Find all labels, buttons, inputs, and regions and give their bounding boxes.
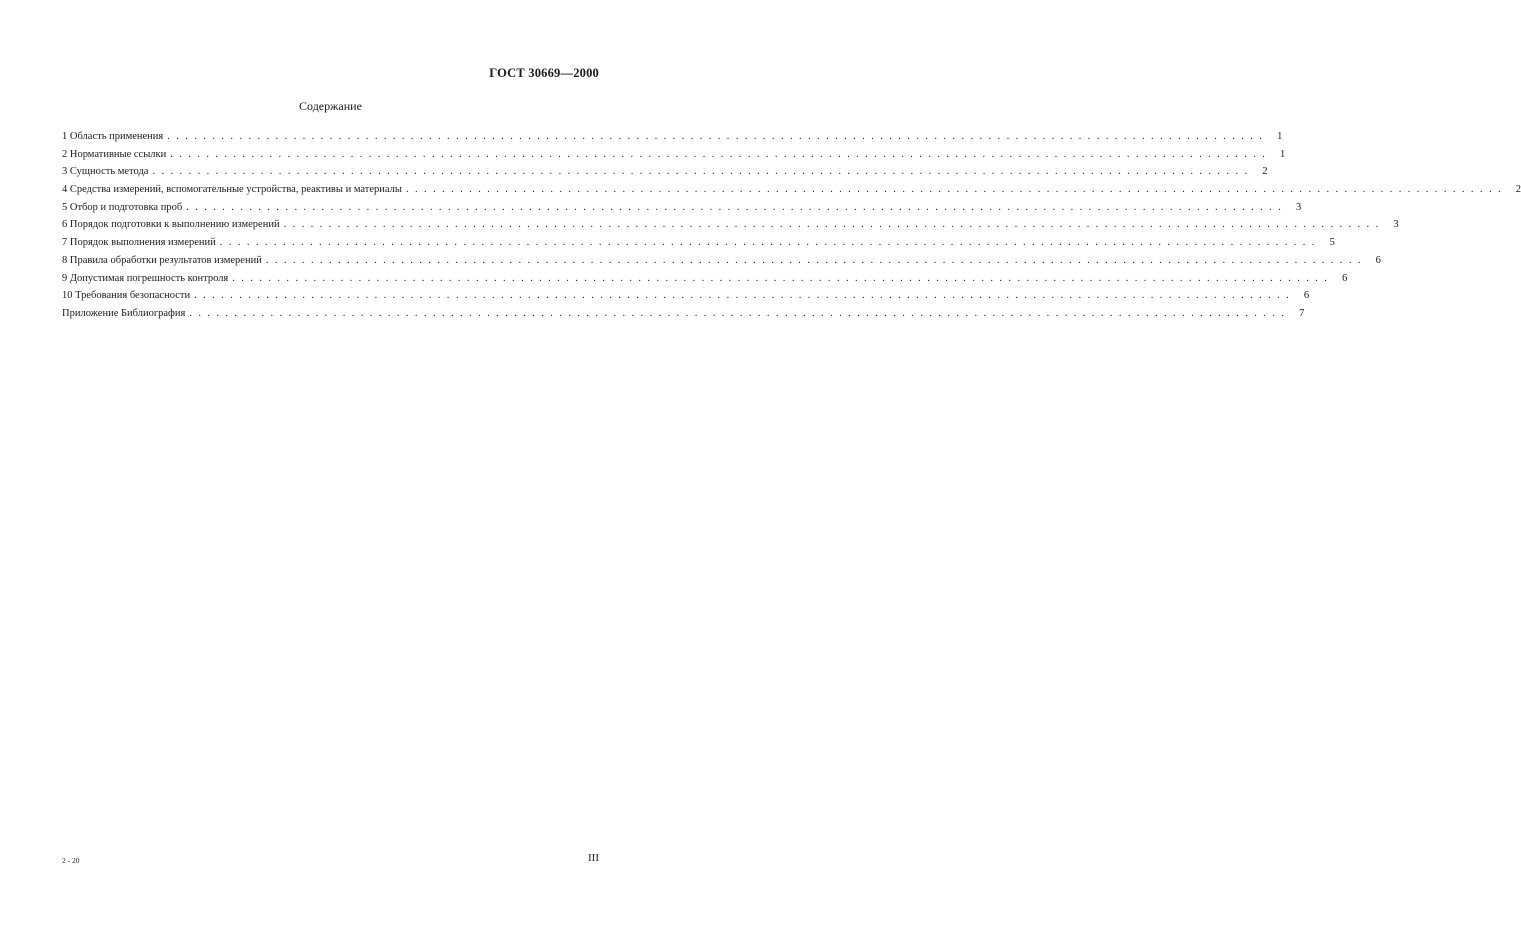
toc-entry-3[interactable] bbox=[62, 163, 1268, 181]
toc-entry-page: 6 bbox=[1342, 272, 1348, 284]
toc-entry-2[interactable] bbox=[62, 146, 1286, 164]
page-number: III bbox=[588, 852, 599, 864]
toc-entry-10[interactable] bbox=[62, 287, 1310, 305]
toc-entry-label: 10 Требования безопасности bbox=[62, 290, 191, 302]
toc-entry-label: 7 Порядок выполнения измерений bbox=[62, 237, 216, 249]
toc-entry-11[interactable] bbox=[62, 305, 1305, 323]
toc-entry-page: 3 bbox=[1393, 219, 1399, 231]
toc-leader-dots: .......................................................................................................................... bbox=[219, 237, 1321, 249]
toc-entry-label: 3 Сущность метода bbox=[62, 166, 149, 178]
toc-entry-page: 5 bbox=[1329, 237, 1335, 249]
toc-entry-label: 2 Нормативные ссылки bbox=[62, 148, 167, 160]
table-of-contents bbox=[62, 128, 1521, 323]
toc-leader-dots: .......................................................................................................................... bbox=[232, 272, 1334, 284]
toc-leader-dots: .......................................................................................................................... bbox=[167, 131, 1269, 142]
toc-leader-dots: .......................................................................................................................... bbox=[189, 307, 1291, 319]
toc-entry-1[interactable] bbox=[62, 128, 1283, 146]
toc-entry-5[interactable] bbox=[62, 199, 1302, 217]
toc-entry-label: 9 Допустимая погрешность контроля bbox=[62, 272, 229, 284]
toc-leader-dots: .......................................................................................................................... bbox=[283, 219, 1385, 231]
toc-entry-label: 4 Средства измерений, вспомогательные устройства, реактивы и материалы bbox=[62, 184, 402, 196]
toc-entry-page: 1 bbox=[1280, 148, 1286, 160]
document-header bbox=[489, 66, 599, 81]
toc-entry-label: 6 Порядок подготовки к выполнению измерений bbox=[62, 219, 280, 231]
print-code: 2 - 20 bbox=[62, 856, 80, 865]
toc-entry-label: 5 Отбор и подготовка проб bbox=[62, 201, 183, 213]
toc-entry-label: 8 Правила обработки результатов измерений bbox=[62, 254, 262, 266]
toc-entry-page: 6 bbox=[1375, 254, 1381, 266]
toc-leader-dots: .......................................................................................................................... bbox=[405, 184, 1508, 196]
toc-entry-6[interactable] bbox=[62, 216, 1399, 234]
toc-entry-label: Приложение Библиография bbox=[62, 307, 186, 319]
toc-leader-dots: .......................................................................................................................... bbox=[265, 254, 1367, 266]
toc-leader-dots: .......................................................................................................................... bbox=[170, 148, 1272, 160]
toc-title: Содержание bbox=[299, 99, 362, 113]
toc-entry-page: 2 bbox=[1262, 166, 1268, 178]
toc-leader-dots: .......................................................................................................................... bbox=[194, 290, 1296, 302]
toc-entry-7[interactable] bbox=[62, 234, 1335, 252]
toc-entry-page: 2 bbox=[1515, 184, 1521, 196]
toc-entry-page: 1 bbox=[1277, 131, 1283, 142]
toc-leader-dots: .......................................................................................................................... bbox=[186, 201, 1288, 213]
toc-entry-page: 3 bbox=[1295, 201, 1302, 213]
standard-id: ГОСТ 30669—2000 bbox=[489, 66, 599, 80]
toc-leader-dots: .......................................................................................................................... bbox=[152, 166, 1254, 178]
toc-entry-8[interactable] bbox=[62, 252, 1381, 270]
toc-entry-page: 7 bbox=[1299, 307, 1305, 319]
toc-entry-9[interactable] bbox=[62, 270, 1348, 288]
toc-entry-page: 6 bbox=[1303, 290, 1310, 302]
toc-entry-4[interactable] bbox=[62, 181, 1521, 199]
toc-entry-label: 1 Область применения bbox=[62, 131, 164, 142]
